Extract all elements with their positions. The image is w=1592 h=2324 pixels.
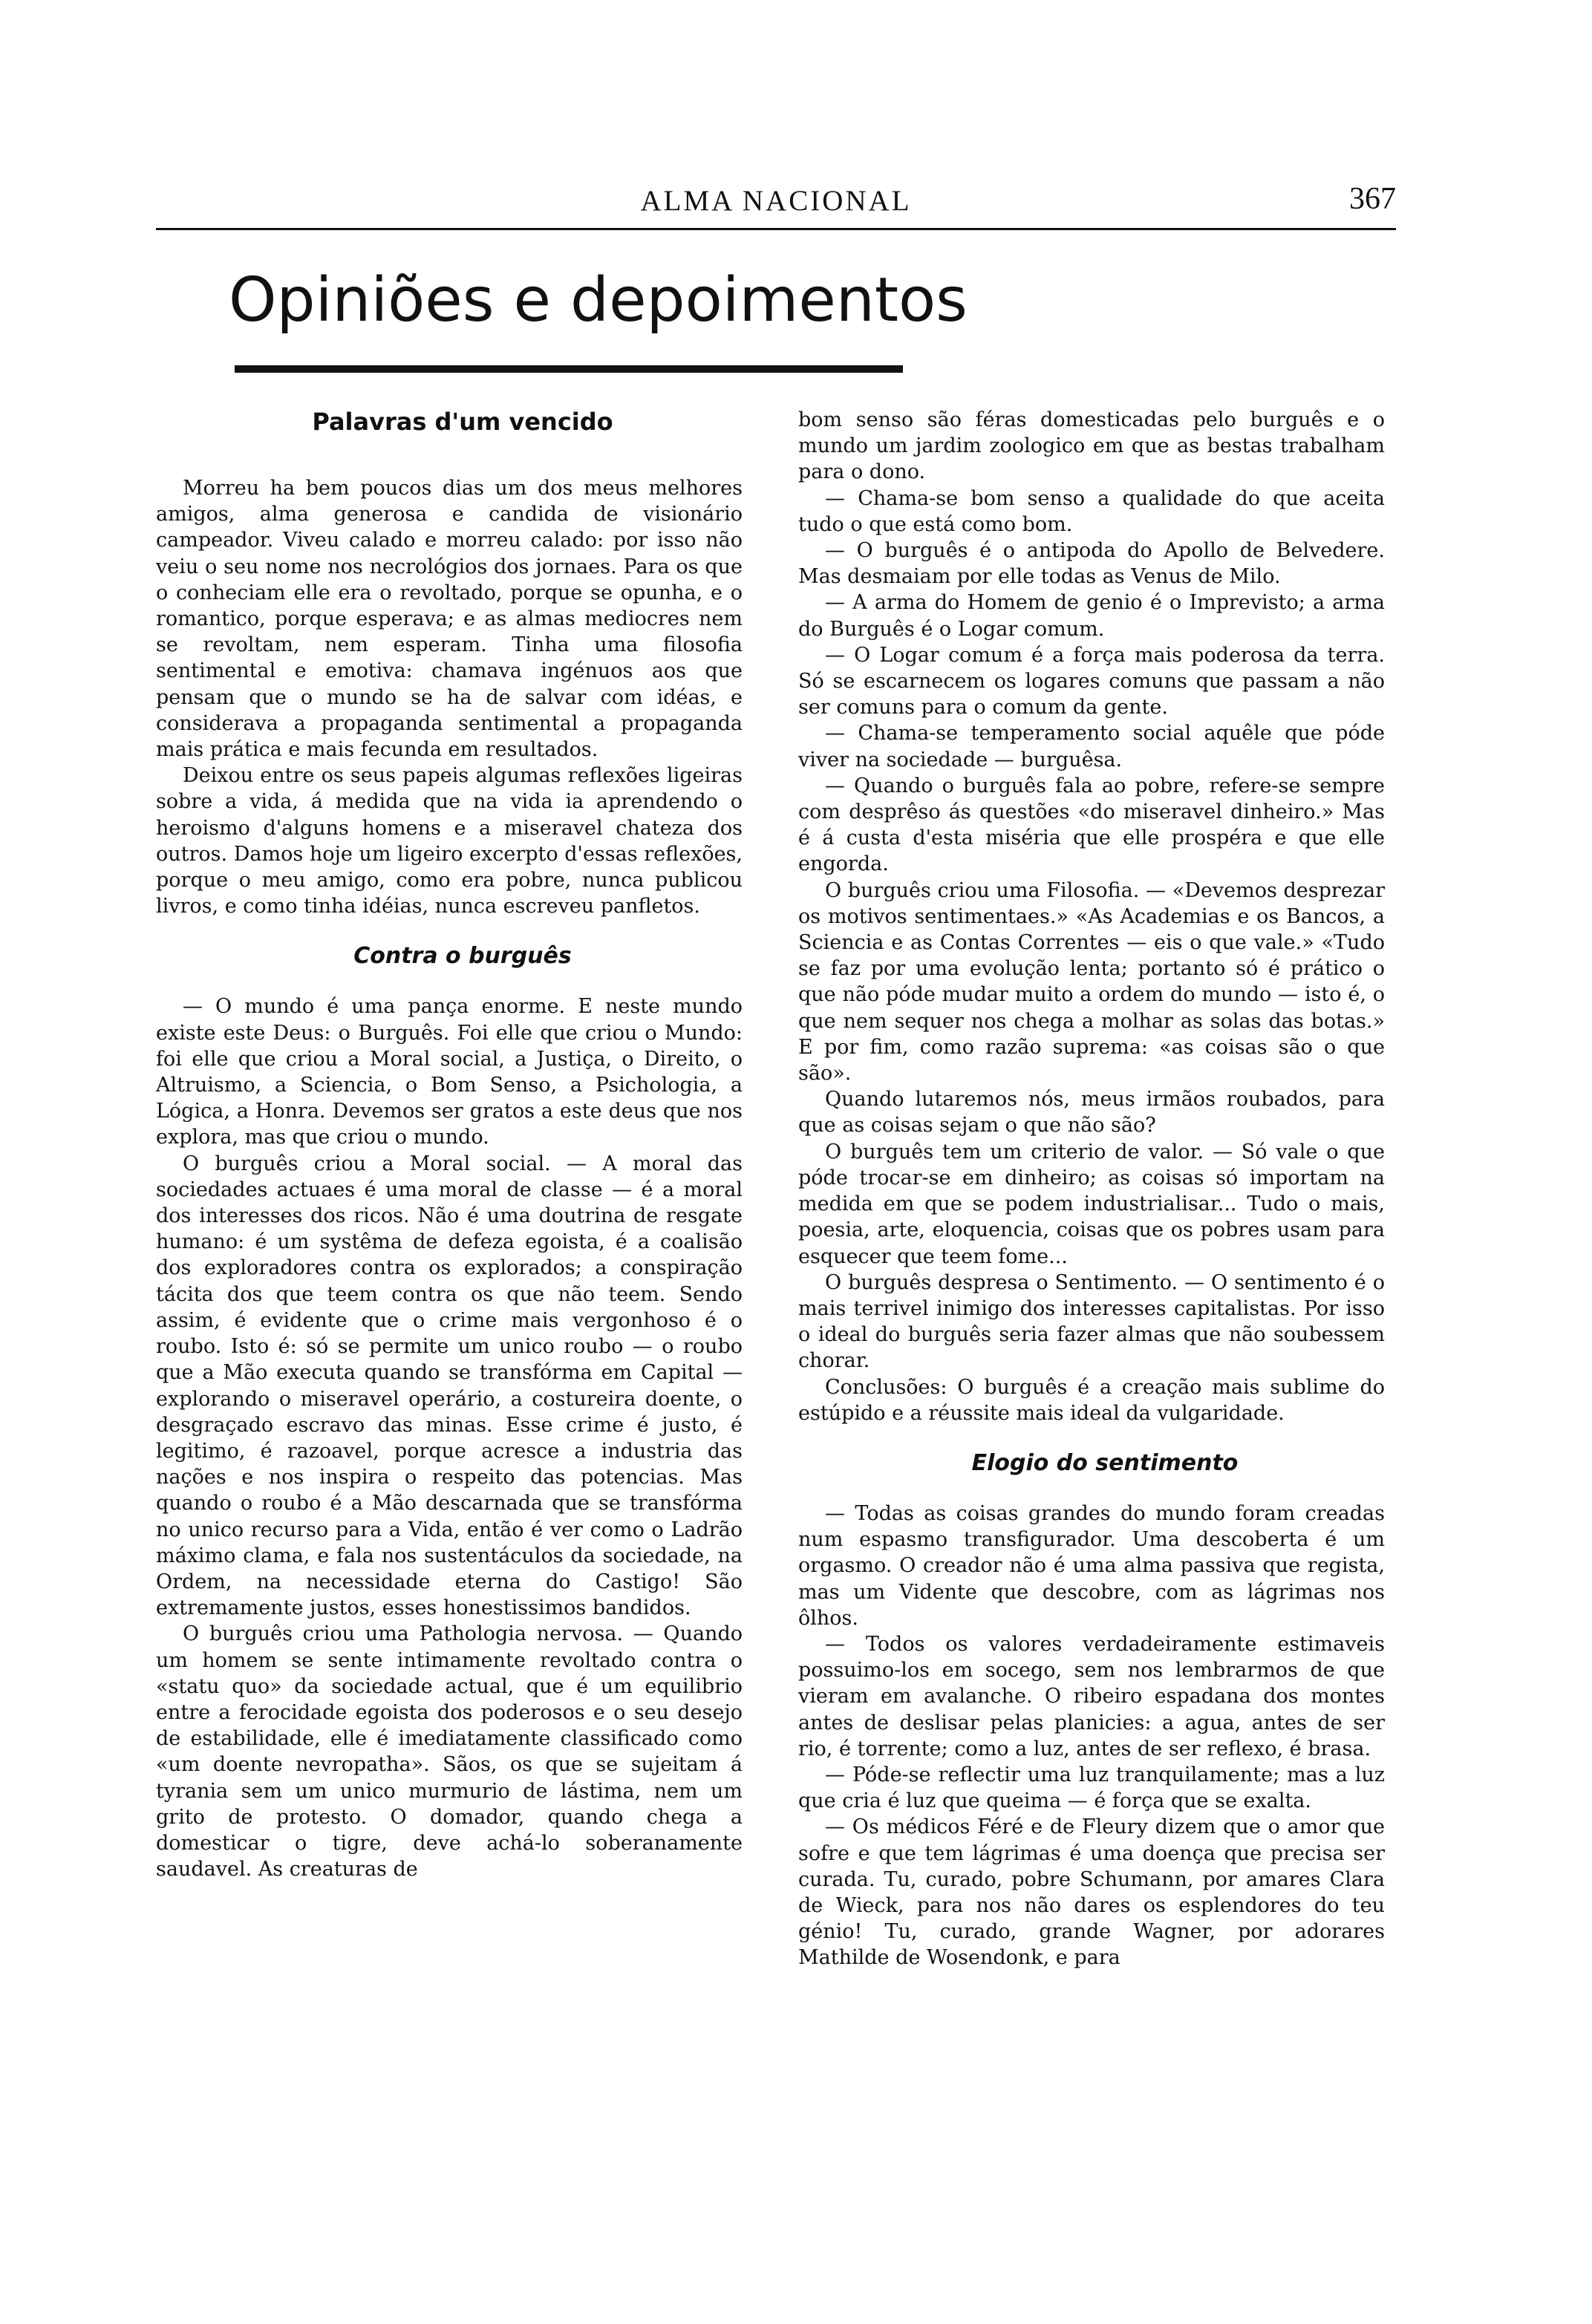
paragraph: Morreu ha bem poucos dias um dos meus melhores amigos, alma generosa e candida de visionário campeador. Viveu calado e morreu calado: por isso não veiu o seu nome nos necrológios dos jornaes. Para os que o conheciam elle era o revoltado, porque se opunha, e o romantico, porque esperava; e as almas mediocres nem se revoltam, nem esperam. Tinha uma filosofia sentimental e emotiva: chamava ingénuos aos que pensam que o mundo se ha de salvar com idéas, e considerava a propaganda sentimental a propaganda mais prática e mais fecunda em resultados.	[156, 477, 743, 762]
paragraph: O burguês despresa o Sentimento. — O sentimento é o mais terrivel inimigo dos interesses capitalistas. Por isso o ideal do burguês seria fazer almas que não soubessem chorar.	[798, 1270, 1385, 1373]
section-heading-contra: Contra o burguês	[353, 943, 572, 970]
paragraph: — O mundo é uma pança enorme. E neste mundo existe este Deus: o Burguês. Foi elle que criou o Mundo: foi elle que criou a Moral social, a Justiça, o Direito, o Altruismo, a Sciencia, o Bom Senso, a Psichologia, a Lógica, a Honra. Devemos ser gratos a este deus que nos explora, mas que criou o mundo.	[156, 995, 743, 1149]
running-title: ALMA NACIONAL	[640, 185, 912, 217]
paragraph: — Todos os valores verdadeiramente estimaveis possuimo-los em socego, sem nos lembrarmos de que vieram em avalanche. O ribeiro espadana dos montes antes de deslisar pelas planicies: a agua, antes de ser rio, é torrente; como a luz, antes de ser reflexo, é brasa.	[798, 1632, 1385, 1760]
paragraph: — Os médicos Féré e de Fleury dizem que o amor que sofre e que tem lágrimas é uma doença que precisa ser curada. Tu, curado, pobre Schumann, por amares Clara de Wieck, para nos não dares os esplendores do teu génio! Tu, curado, grande Wagner, por adorares Mathilde de Wosendonk, e para	[798, 1815, 1385, 1970]
paragraph: Deixou entre os seus papeis algumas reflexões ligeiras sobre a vida, á medida que na vida ia aprendendo o heroismo d'alguns homens e a miseravel chateza dos outros. Damos hoje um ligeiro excerpto d'essas reflexões, porque o meu amigo, como era pobre, nunca publicou livros, e como tinha idéias, nunca escreveu panfletos.	[156, 764, 743, 918]
paragraph: — Todas as coisas grandes do mundo foram creadas num espasmo transfigurador. Uma descoberta é um orgasmo. O creador não é uma alma passiva que regista, mas um Vidente que descobre, com as lágrimas nos ôlhos.	[798, 1501, 1385, 1630]
right-column	[798, 407, 1385, 1971]
paragraph: — O Logar comum é a força mais poderosa da terra. Só se escarnecem os logares comuns que passam a não ser comuns para o comum da gente.	[798, 643, 1385, 719]
paragraph: O burguês criou uma Pathologia nervosa. — Quando um homem se sente intimamente revoltado contra o «statu quo» da sociedade actual, que é um equilibrio entre a ferocidade egoista dos poderosos e o seu desejo de estabilidade, elle é imediatamente classificado como «um doente nevropatha». Sãos, os que se sujeitam á tyrania sem um unico murmurio de lástima, nem um grito de protesto. O domador, quando chega a domesticar o tigre, deve achá-lo soberanamente saudavel. As creaturas de	[156, 1622, 743, 1881]
page-header	[156, 175, 1396, 220]
paragraph: — Póde-se reflectir uma luz tranquilamente; mas a luz que cria é luz que queima — é força que se exalta.	[798, 1763, 1385, 1813]
paragraph: — A arma do Homem de genio é o Imprevisto; a arma do Burguês é o Logar comum.	[798, 591, 1385, 641]
title-rule	[235, 365, 903, 373]
paragraph: O burguês criou a Moral social. — A moral das sociedades actuaes é uma moral de classe — é a moral dos interesses dos ricos. Não é uma doutrina de resgate humano: é um systêma de defeza egoista, é a coalisão dos exploradores contra os explorados; a conspiração tácita dos que teem contra os que não teem. Sendo assim, é evidente que o crime mais vergonhoso é o roubo. Isto é: só se permite um unico roubo — o roubo que a Mão executa quando se transfórma em Capital — explorando o miseravel operário, a costureira doente, o desgraçado escravo das minas. Esse crime é justo, é legitimo, é razoavel, porque acresce a industria das nações e nos inspira o respeito das potencias. Mas quando o roubo é a Mão descarnada que se transfórma no unico recurso para a Vida, então é ver como o Ladrão máximo clama, e fala nos sustentáculos da sociedade, na Ordem, na necessidade eterna do Castigo! São extremamente justos, esses honestissimos bandidos.	[156, 1152, 743, 1620]
paragraph: O burguês tem um criterio de valor. — Só vale o que póde trocar-se em dinheiro; as coisas só importam na medida em que se podem industrialisar... Tudo o mais, poesia, arte, eloquencia, coisas que os pobres usam para esquecer que teem fome...	[798, 1140, 1385, 1268]
section-heading-palavras: Palavras d'um vencido	[312, 408, 613, 436]
paragraph: bom senso são féras domesticadas pelo burguês e o mundo um jardim zoologico em que as bestas trabalham para o dono.	[798, 408, 1385, 484]
paragraph: Quando lutaremos nós, meus irmãos roubados, para que as coisas sejam o que não são?	[798, 1088, 1385, 1137]
article-title: Opiniões e depoimentos	[229, 265, 968, 336]
page-number: 367	[1349, 182, 1396, 216]
section-heading-elogio: Elogio do sentimento	[971, 1449, 1239, 1476]
paragraph: Conclusões: O burguês é a creação mais sublime do estúpido e a réussite mais ideal da vulgaridade.	[798, 1375, 1385, 1425]
header-rule	[156, 228, 1396, 230]
paragraph: — Quando o burguês fala ao pobre, refere-se sempre com desprêso ás questões «do miseravel dinheiro.» Mas é á custa d'esta miséria que elle prospéra e que elle engorda.	[798, 774, 1385, 876]
paragraph: — Chama-se temperamento social aquêle que póde viver na sociedade — burguêsa.	[798, 722, 1385, 771]
left-column	[156, 407, 743, 1882]
paragraph: O burguês criou uma Filosofia. — «Devemos desprezar os motivos sentimentaes.» «As Academias e os Bancos, a Sciencia e as Contas Correntes — eis o que vale.» «Tudo se faz por uma evolução lenta; portanto só é prático o que não póde mudar muito a ordem do mundo — isto é, o que nem sequer nos chega a molhar as solas das botas.» E por fim, como razão suprema: «as coisas são o que são».	[798, 878, 1385, 1086]
paragraph: — Chama-se bom senso a qualidade do que aceita tudo o que está como bom.	[798, 486, 1385, 536]
paragraph: — O burguês é o antipoda do Apollo de Belvedere. Mas desmaiam por elle todas as Venus de Milo.	[798, 539, 1385, 589]
